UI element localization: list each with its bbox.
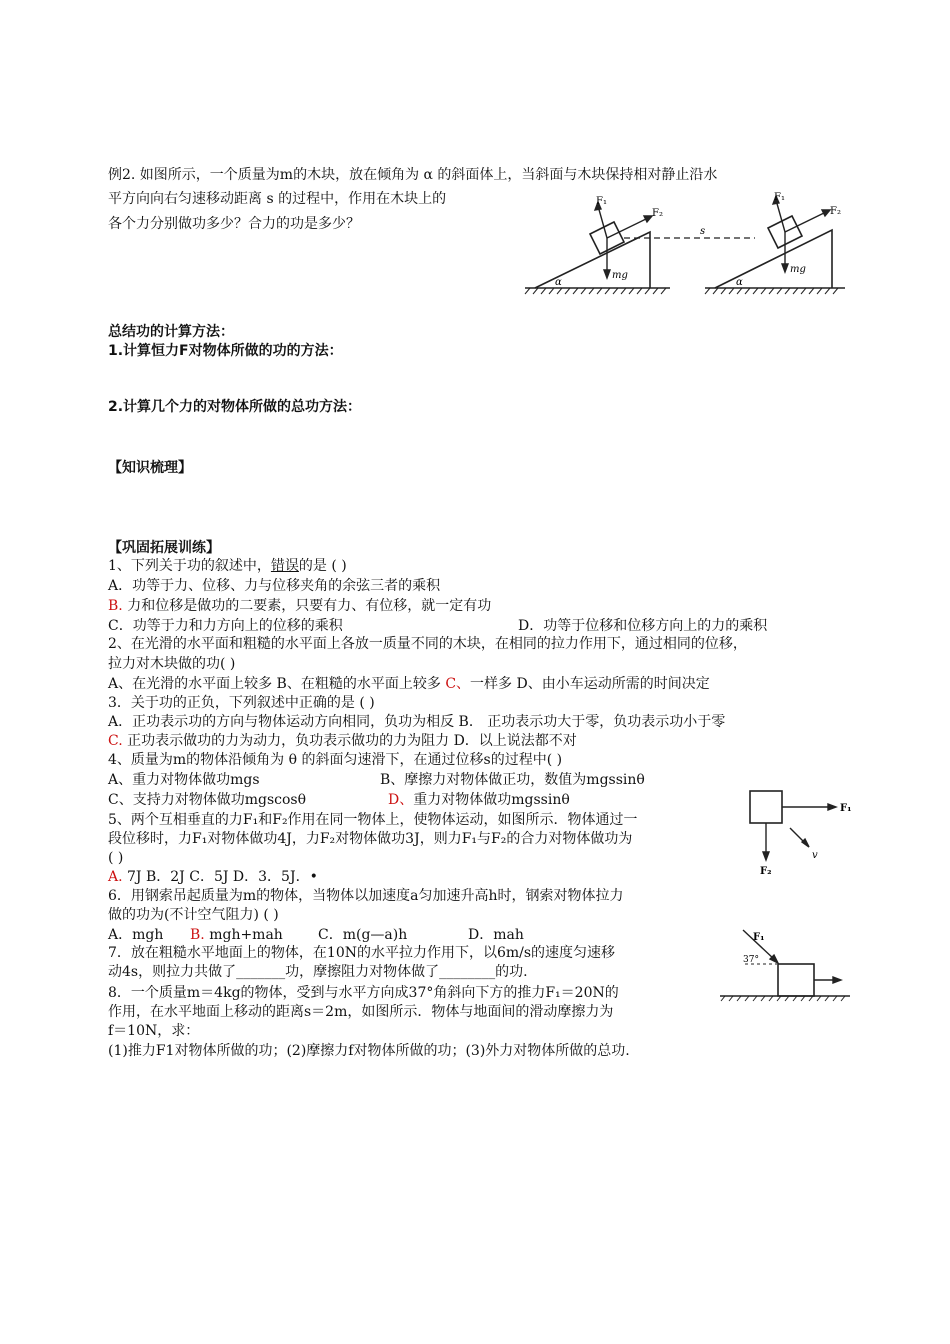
q6-line2: 做的功为(不计空气阻力) ( ): [108, 907, 279, 923]
fig-f1-left: F₁: [596, 196, 607, 207]
q5-fig-v: v: [812, 850, 818, 861]
fig-alpha-left: α: [555, 277, 562, 288]
summary-title: 总结功的计算方法：: [108, 324, 234, 340]
fig-f1-right: F₁: [774, 192, 785, 203]
q8-line1: 8．一个质量m＝4kg的物体，受到与水平方向成37°角斜向下方的推力F₁＝20N的: [108, 985, 619, 1001]
q8-line4: (1)推力F1对物体所做的功；(2)摩擦力f对物体所做的功；(3)外力对物体所做的总功.: [108, 1043, 630, 1059]
example2-line3: 各个力分别做功多少？合力的功是多少？: [108, 216, 360, 232]
q8-push-figure: [715, 926, 855, 1002]
q1-option-c: C．功等于力和力方向上的位移的乘积: [108, 618, 343, 634]
fig-alpha-right: α: [736, 277, 743, 288]
q5-force-figure: [740, 788, 860, 883]
fig-f2-left: F₂: [652, 208, 663, 219]
q6-option-c: C．m(g—a)h: [318, 927, 408, 943]
q4-option-c: C、支持力对物体做功mgscosθ: [108, 792, 307, 808]
fig-mg-right: mg: [790, 264, 806, 275]
q3-answer-mark: C.: [108, 733, 123, 749]
q1-option-a: A．功等于力、位移、力与位移夹角的余弦三者的乘积: [108, 578, 441, 594]
example2-line1: 例2. 如图所示，一个质量为m的木块，放在倾角为 α 的斜面体上，当斜面与木块保持相对静止沿水: [108, 167, 718, 183]
q5-options: A. 7J B．2J C．5J D．3．5J．•: [108, 869, 318, 885]
q3-options-ab: A．正功表示功的方向与物体运动方向相同，负功为相反 B． 正功表示功大于零，负功表示功小于零: [108, 714, 726, 730]
fig-f2-right: F₂: [830, 206, 841, 217]
q1-option-b: B. 力和位移是做功的二要素，只要有力、有位移，就一定有功: [108, 598, 492, 614]
q5-line1: 5、两个互相垂直的力F₁和F₂作用在同一物体上，使物体运动，如图所示．物体通过一: [108, 812, 638, 828]
q7-line2: 动4s，则拉力共做了_______功，摩擦阻力对物体做了________的功.: [108, 964, 528, 980]
training-title: 【巩固拓展训练】: [108, 540, 220, 556]
q6-answer-mark: B.: [190, 927, 205, 943]
q4-stem: 4、质量为m的物体沿倾角为 θ 的斜面匀速滑下，在通过位移s的过程中( ): [108, 752, 563, 768]
q5-answer-mark: A.: [108, 869, 123, 885]
q6-line1: 6．用钢索吊起质量为m的物体，当物体以加速度a匀加速升高h时，钢索对物体拉力: [108, 888, 624, 904]
q5-fig-f2: F₂: [760, 866, 772, 877]
q4-answer-mark: D、: [388, 792, 414, 808]
q6-option-b: B. mgh+mah: [190, 927, 283, 943]
q4-option-a: A、重力对物体做功mgs: [108, 772, 260, 788]
q4-option-b: B、摩擦力对物体做正功，数值为mgssinθ: [380, 772, 645, 788]
q2-answer-mark: C、: [445, 676, 471, 692]
q8-line2: 作用，在水平地面上移动的距离s＝2m，如图所示．物体与地面间的滑动摩擦力为: [108, 1004, 614, 1020]
summary-item-2: 2.计算几个力的对物体所做的总功方法：: [108, 399, 362, 415]
q7-line1: 7．放在粗糙水平地面上的物体，在10N的水平拉力作用下，以6m/s的速度匀速移: [108, 945, 616, 961]
q2-line2: 拉力对木块做的功( ): [108, 656, 236, 672]
q8-line3: f＝10N，求：: [108, 1023, 200, 1039]
q3-options-cd: C. 正功表示做功的力为动力，负功表示做功的力为阻力 D．以上说法都不对: [108, 733, 577, 749]
q6-option-d: D．mah: [468, 927, 524, 943]
q1-answer-mark: B.: [108, 598, 123, 614]
incline-figure: [520, 188, 850, 298]
q5-line3: ( ): [108, 850, 124, 866]
q1-stem-emphasis: 错误: [270, 558, 299, 574]
q1-option-d: D．功等于位移和位移方向上的力的乘积: [518, 618, 768, 634]
fig-mg-left: mg: [612, 270, 628, 281]
example2-line2: 平方向向右匀速移动距离 s 的过程中，作用在木块上的: [108, 191, 447, 207]
q1-stem: 1、下列关于功的叙述中，错误的是 ( ): [108, 558, 347, 574]
q2-options: A、在光滑的水平面上较多 B、在粗糙的水平面上较多 C、一样多 D、由小车运动所需的时间决定: [108, 676, 710, 692]
knowledge-title: 【知识梳理】: [108, 460, 192, 476]
q3-stem: 3．关于功的正负，下列叙述中正确的是 ( ): [108, 695, 375, 711]
q4-option-d: D、重力对物体做功mgssinθ: [388, 792, 570, 808]
fig-s: s: [700, 226, 706, 237]
q8-fig-f1: F₁: [753, 932, 765, 943]
q8-fig-angle: 37°: [743, 955, 759, 965]
q2-line1: 2、在光滑的水平面和粗糙的水平面上各放一质量不同的木块，在相同的拉力作用下，通过相同的位移，: [108, 636, 747, 652]
summary-item-1: 1.计算恒力F对物体所做的功的方法：: [108, 343, 343, 359]
q5-line2: 段位移时，力F₁对物体做功4J，力F₂对物体做功3J，则力F₁与F₂的合力对物体做功为: [108, 831, 633, 847]
q5-fig-f1: F₁: [840, 803, 852, 814]
q6-option-a: A．mgh: [108, 927, 164, 943]
